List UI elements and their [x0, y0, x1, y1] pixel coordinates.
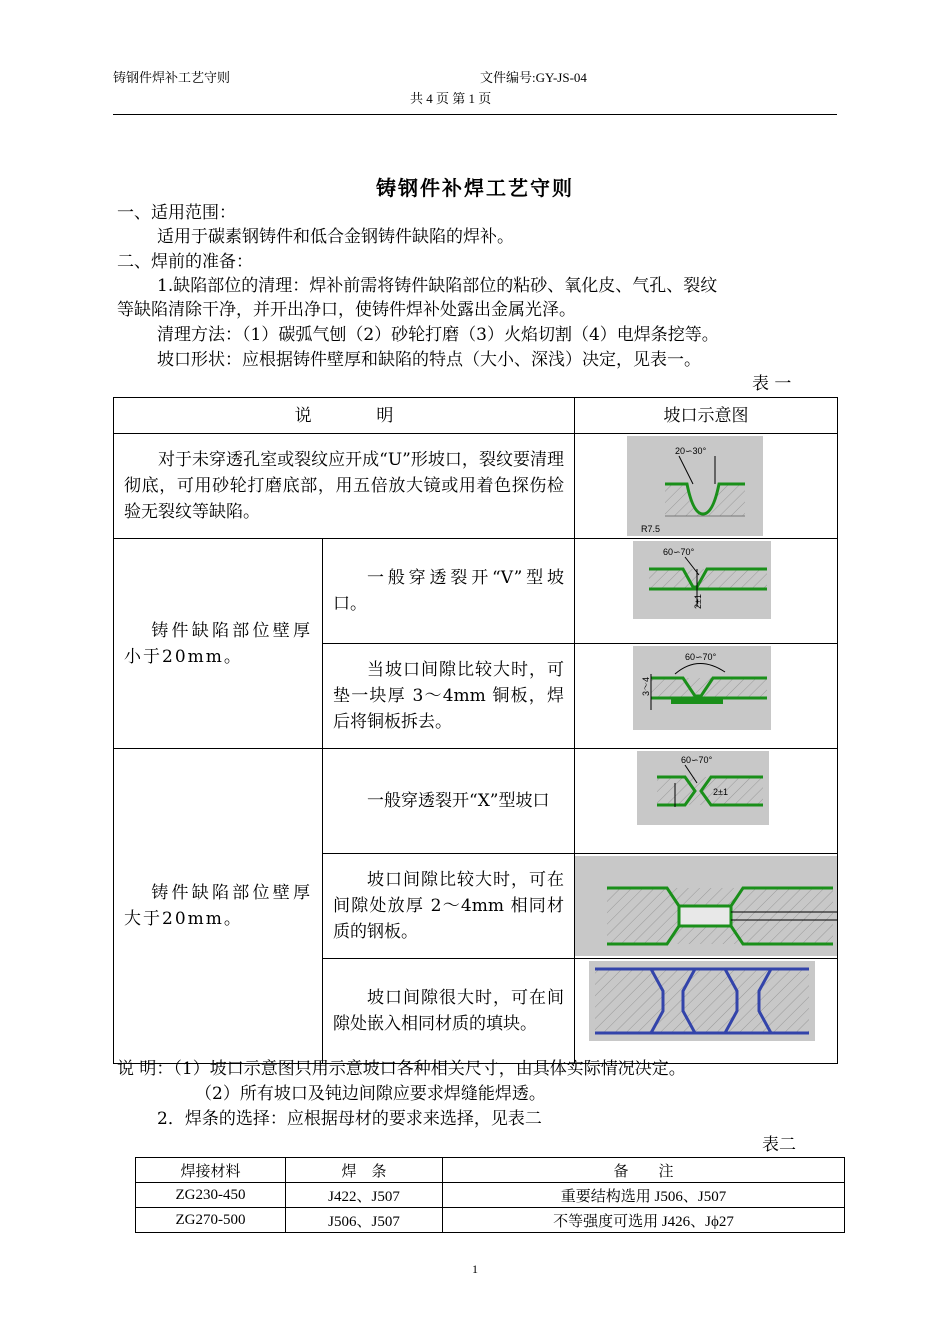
document-title: 铸钢件补焊工艺守则 — [376, 176, 574, 200]
x-groove-description: 一般穿透裂开“X”型坡口 — [367, 791, 550, 811]
t2-cell: 不等强度可选用 J426、Jϕ27 — [443, 1208, 845, 1233]
x-groove-plate-figure — [575, 854, 837, 958]
table-row — [136, 1183, 845, 1208]
page-number: 1 — [472, 1262, 478, 1276]
u-groove-figure — [575, 434, 837, 538]
table1-caption: 表 一 — [752, 374, 792, 394]
header-left: 铸钢件焊补工艺守则 — [113, 70, 231, 85]
x-groove-plate-description: 坡口间隙比较大时，可在间隙处放厚 2～4mm 相同材质的钢板。 — [333, 870, 564, 942]
header-file-no: 文件编号:GY-JS-04 — [480, 70, 587, 85]
t2-header-material: 焊接材料 — [136, 1158, 286, 1183]
t2-cell: 重要结构选用 J506、J507 — [443, 1183, 845, 1208]
table-row-u — [114, 434, 838, 539]
table-header-row — [114, 398, 838, 434]
t2-cell: ZG230-450 — [136, 1183, 286, 1208]
table2-header-row — [136, 1158, 845, 1183]
electrode-selection: 2．焊条的选择：应根据母材的要求来选择，见表二 — [157, 1109, 542, 1129]
table-row-x1 — [114, 749, 838, 854]
prep-item-1: 1.缺陷部位的清理：焊补前需将铸件缺陷部位的粘砂、氧化皮、气孔、裂纹 — [157, 276, 718, 296]
table-row-v1 — [114, 539, 838, 644]
cleaning-methods: 清理方法：（1）碳弧气刨（2）砂轮打磨（3）火焰切割（4）电焊条挖等。 — [157, 325, 719, 345]
section-prep-heading: 二、焊前的准备： — [117, 252, 253, 272]
u-angle-label: 20∽30° — [675, 446, 707, 456]
header-pages: 共 4 页 第 1 页 — [410, 91, 492, 106]
v-groove-backing-figure — [575, 644, 837, 748]
x-angle-label: 60∽70° — [681, 755, 713, 765]
x-gap-label: 2±1 — [713, 787, 728, 797]
v2-dim-label: 3～4 — [641, 676, 651, 696]
thick-wall-label: 铸件缺陷部位壁厚大于20mm。 — [124, 883, 312, 929]
groove-shape-text: 坡口形状：应根据铸件壁厚和缺陷的特点（大小、深浅）决定，见表一。 — [157, 350, 701, 370]
u-radius-label: R7.5 — [641, 524, 661, 534]
x-groove-block-description: 坡口间隙很大时，可在间隙处嵌入相同材质的填块。 — [333, 988, 564, 1034]
t2-cell: ZG270-500 — [136, 1208, 286, 1233]
u-groove-description: 对于未穿透孔室或裂纹应开成“U”形坡口，裂纹要清理彻底，可用砂轮打磨底部，用五倍放大镜或用着色探伤检验无裂纹等缺陷。 — [124, 450, 564, 522]
table-row — [136, 1208, 845, 1233]
header-description: 说 明 — [114, 398, 575, 434]
header-rule — [113, 114, 837, 115]
x-groove-figure — [575, 749, 837, 853]
t2-header-electrode: 焊 条 — [286, 1158, 443, 1183]
v-groove-description: 一般穿透裂开“V”型坡口。 — [333, 568, 564, 614]
thin-wall-label: 铸件缺陷部位壁厚小于20mm。 — [124, 620, 312, 667]
x-groove-block-figure — [575, 959, 837, 1063]
header-diagram: 坡口示意图 — [575, 398, 838, 434]
v-angle-label: 60∽70° — [663, 547, 695, 557]
electrode-table — [135, 1157, 845, 1233]
t2-header-remarks: 备 注 — [443, 1158, 845, 1183]
section-scope-heading: 一、适用范围： — [117, 203, 236, 223]
v2-angle-label: 60∽70° — [685, 652, 717, 662]
v-gap-label: 2±1 — [693, 594, 703, 609]
note-1: 说 明：（1）坡口示意图只用示意坡口各种相关尺寸，由具体实际情况决定。 — [117, 1059, 686, 1079]
v-groove-figure — [575, 539, 837, 643]
t2-cell: J422、J507 — [286, 1183, 443, 1208]
note-2: （2）所有坡口及钝边间隙应要求焊缝能焊透。 — [195, 1084, 546, 1104]
scope-text: 适用于碳素钢铸件和低合金钢铸件缺陷的焊补。 — [157, 227, 514, 247]
groove-table — [113, 397, 838, 1064]
table2-caption: 表二 — [762, 1135, 796, 1155]
prep-item-1-cont: 等缺陷清除干净，并开出净口，使铸件焊补处露出金属光泽。 — [117, 300, 576, 320]
t2-cell: J506、J507 — [286, 1208, 443, 1233]
v-groove-backing-description: 当坡口间隙比较大时，可垫一块厚 3～4mm 铜板，焊后将铜板拆去。 — [333, 660, 564, 732]
